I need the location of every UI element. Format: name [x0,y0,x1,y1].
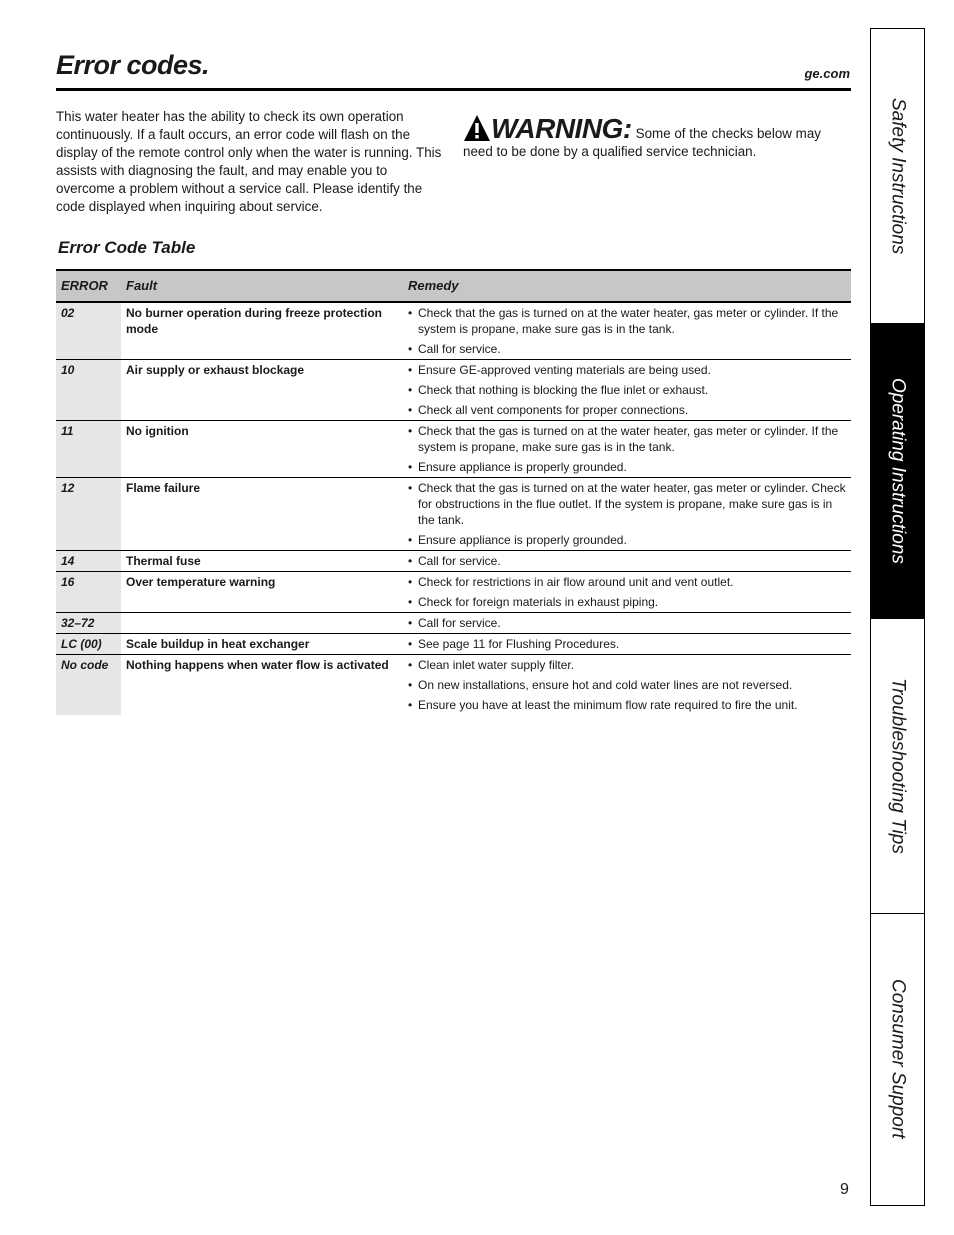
tab-operating-instructions[interactable] [871,324,924,619]
error-code-table [56,269,851,715]
remedy-item: • Call for service. [408,341,846,357]
remedy-item: • Check that nothing is blocking the flue inlet or exhaust. [408,382,846,398]
remedy-item: • Ensure appliance is properly grounded. [408,459,846,475]
remedy-list [408,305,846,357]
remedy-item: • Check all vent components for proper connections. [408,402,846,418]
fault-cell: Over temperature warning [121,572,403,613]
table-row [56,613,851,634]
error-code-cell: 14 [56,551,121,572]
table-header-row [56,270,851,302]
error-code-cell: 11 [56,421,121,478]
remedy-list [408,636,846,652]
table-row [56,478,851,551]
remedy-list [408,480,846,548]
fault-cell [121,613,403,634]
remedy-item: • Check for foreign materials in exhaust piping. [408,594,846,610]
fault-cell: Flame failure [121,478,403,551]
remedy-item: • Call for service. [408,615,846,631]
warning-triangle-icon [463,114,491,142]
error-code-cell: 02 [56,302,121,360]
tab-safety-instructions[interactable] [871,29,924,324]
table-body [56,302,851,715]
error-code-cell: 12 [56,478,121,551]
remedy-cell [403,572,851,613]
table-row [56,421,851,478]
error-code-cell: 10 [56,360,121,421]
site-link[interactable]: ge.com [804,66,850,81]
remedy-cell [403,421,851,478]
remedy-item: • Check that the gas is turned on at the water heater, gas meter or cylinder. If the system is propane, make sure gas is in the tank. [408,423,846,455]
header-remedy: Remedy [403,270,851,302]
remedy-cell [403,551,851,572]
tab-label: Safety Instructions [887,97,909,255]
warning-notice [463,114,851,161]
remedy-item: • Call for service. [408,553,846,569]
page-title: Error codes. [56,50,210,80]
remedy-list [408,423,846,475]
error-code-cell: 16 [56,572,121,613]
remedy-item: • Check for restrictions in air flow around unit and vent outlet. [408,574,846,590]
fault-cell: Air supply or exhaust blockage [121,360,403,421]
remedy-cell [403,478,851,551]
tab-label: Troubleshooting Tips [887,678,909,854]
fault-cell: Nothing happens when water flow is activated [126,658,389,672]
error-code-cell: 32–72 [56,613,121,634]
tab-troubleshooting-tips[interactable] [871,619,924,914]
remedy-list [408,615,846,631]
remedy-cell [403,360,851,421]
fault-cell: No burner operation during freeze protection mode [121,302,403,360]
table-row [56,572,851,613]
remedy-cell [403,634,851,655]
remedy-list [408,553,846,569]
remedy-item: • On new installations, ensure hot and cold water lines are not reversed. [408,677,846,693]
header-fault: Fault [121,270,403,302]
table-row [56,551,851,572]
warning-label: WARNING: [491,113,632,144]
table-row [56,634,851,655]
fault-cell: Thermal fuse [121,551,403,572]
tab-label: Operating Instructions [887,378,909,564]
fault-cell: No ignition [121,421,403,478]
title-rule [56,88,851,91]
table-row [56,360,851,421]
page-number: 9 [840,1181,849,1198]
remedy-item: • Check that the gas is turned on at the water heater, gas meter or cylinder. Check for obstructions in the flue outlet. If the system is propane, make sure gas is in the tank. [408,480,846,528]
tab-consumer-support[interactable] [871,914,924,1204]
remedy-cell [403,655,851,716]
header-error: ERROR [56,270,121,302]
table-row [56,302,851,360]
remedy-list [408,657,846,713]
tab-label: Consumer Support [887,979,909,1139]
table-row [56,655,851,716]
remedy-list [408,362,846,418]
error-code-cell: No code [56,655,121,716]
section-sidebar [870,28,925,1206]
remedy-item: • Ensure you have at least the minimum flow rate required to fire the unit. [408,697,846,713]
error-code-cell: LC (00) [56,634,121,655]
remedy-item: • Ensure GE-approved venting materials are being used. [408,362,846,378]
remedy-item: • See page 11 for Flushing Procedures. [408,636,846,652]
remedy-cell [403,613,851,634]
remedy-list [408,574,846,610]
remedy-item: • Ensure appliance is properly grounded. [408,532,846,548]
warning-text: Some of the checks below may need to be done by a qualified service technician. [463,126,821,159]
remedy-cell [403,302,851,360]
fault-cell: Scale buildup in heat exchanger [121,634,403,655]
remedy-item: • Clean inlet water supply filter. [408,657,846,673]
intro-paragraph: This water heater has the ability to check its own operation continuously. If a fault occurs, an error code will flash on the display of the remote control only when the water is running. This assists with diagnosing the fault, and may enable you to overcome a problem without a service call. Please identify the code displayed when inquiring about service. [56,109,442,214]
table-title: Error Code Table [58,238,196,257]
remedy-item: • Check that the gas is turned on at the water heater, gas meter or cylinder. If the system is propane, make sure gas is in the tank. [408,305,846,337]
